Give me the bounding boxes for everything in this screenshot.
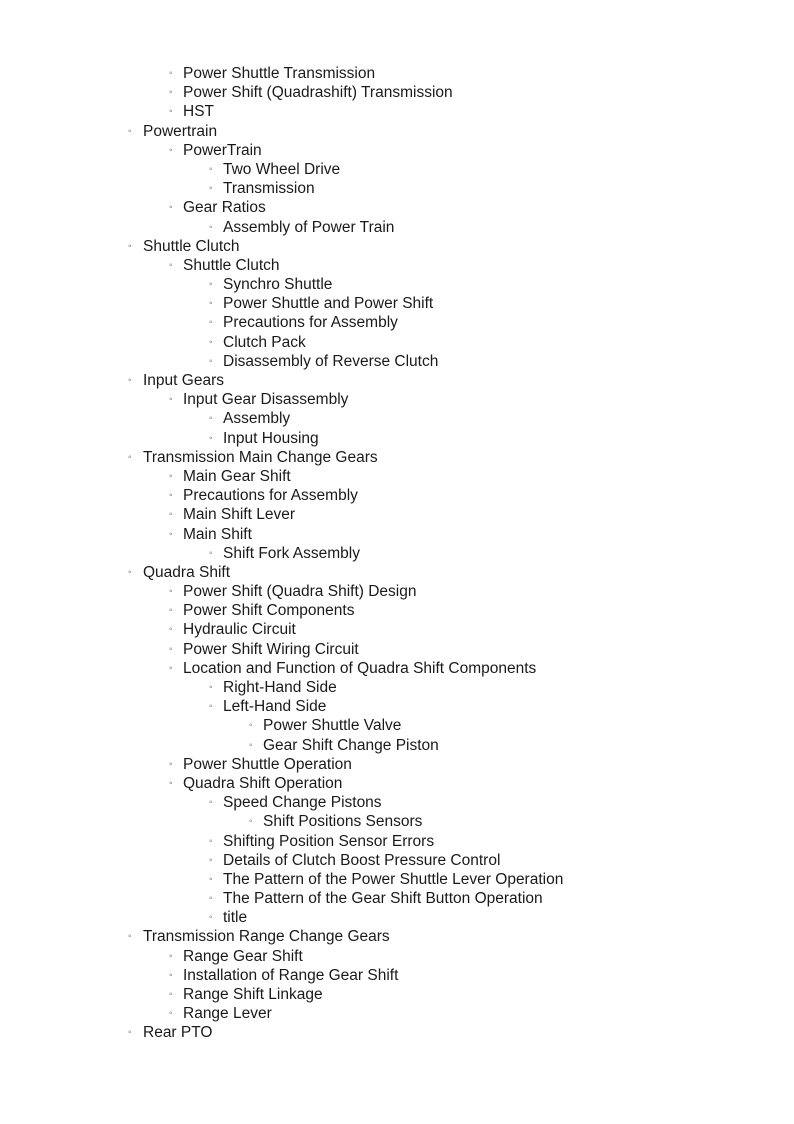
toc-item-label: Shuttle Clutch	[183, 256, 280, 274]
bullet-icon: ◦	[169, 259, 173, 271]
toc-item[interactable]	[0, 832, 794, 851]
toc-item-label: PowerTrain	[183, 141, 262, 159]
toc-item[interactable]	[0, 659, 794, 678]
toc-item-label: Power Shuttle Valve	[263, 717, 402, 735]
bullet-icon: ◦	[169, 202, 173, 214]
toc-item[interactable]	[0, 275, 794, 294]
bullet-icon: ◦	[209, 873, 213, 885]
toc-item[interactable]	[0, 870, 794, 889]
toc-item[interactable]	[0, 218, 794, 237]
toc-item[interactable]	[0, 313, 794, 332]
bullet-icon: ◦	[169, 989, 173, 1000]
toc-item[interactable]	[0, 927, 794, 946]
bullet-icon: ◦	[128, 375, 132, 386]
toc-item-label: Rear PTO	[143, 1024, 213, 1042]
toc-item-label: Shifting Position Sensor Errors	[223, 832, 435, 850]
toc-item[interactable]	[0, 371, 794, 390]
toc-item[interactable]	[0, 102, 794, 121]
bullet-icon: ◦	[169, 509, 173, 521]
toc-item-label: Range Lever	[183, 1005, 272, 1023]
toc-item[interactable]	[0, 198, 794, 217]
toc-item[interactable]	[0, 122, 794, 141]
bullet-icon: ◦	[209, 547, 213, 559]
toc-item-label: Transmission Range Change Gears	[143, 928, 390, 946]
bullet-icon: ◦	[169, 777, 173, 789]
bullet-icon: ◦	[249, 739, 253, 751]
bullet-icon: ◦	[209, 317, 213, 329]
bullet-icon: ◦	[209, 682, 213, 693]
toc-item-label: Gear Shift Change Piston	[263, 736, 439, 754]
toc-item-label: Clutch Pack	[223, 333, 306, 351]
toc-item[interactable]	[0, 467, 794, 486]
bullet-icon: ◦	[128, 1027, 132, 1039]
toc-item[interactable]	[0, 1023, 794, 1042]
bullet-icon: ◦	[128, 451, 132, 463]
toc-item[interactable]	[0, 966, 794, 985]
toc-item-label: Range Shift Linkage	[183, 986, 323, 1003]
toc-item-label: Power Shuttle Operation	[183, 755, 352, 773]
bullet-icon: ◦	[169, 68, 173, 79]
toc-item[interactable]	[0, 697, 794, 716]
toc-item-label: The Pattern of the Power Shuttle Lever Operation	[223, 870, 564, 888]
toc-item[interactable]	[0, 525, 794, 544]
toc-item[interactable]	[0, 409, 794, 428]
toc-item[interactable]	[0, 889, 794, 908]
bullet-icon: ◦	[169, 586, 173, 598]
toc-item[interactable]	[0, 294, 794, 313]
toc-item[interactable]	[0, 620, 794, 639]
toc-item[interactable]	[0, 582, 794, 601]
toc-item[interactable]	[0, 160, 794, 179]
toc-item[interactable]	[0, 1004, 794, 1023]
toc-item[interactable]	[0, 333, 794, 352]
bullet-icon: ◦	[169, 662, 173, 674]
toc-item-label: Powertrain	[143, 122, 218, 140]
toc-item-label: Speed Change Pistons	[223, 794, 382, 812]
bullet-icon: ◦	[169, 144, 173, 156]
toc-item-label: HST	[183, 103, 214, 121]
toc-item[interactable]	[0, 716, 794, 735]
toc-item[interactable]	[0, 601, 794, 620]
bullet-icon: ◦	[169, 470, 173, 482]
bullet-icon: ◦	[169, 605, 173, 617]
bullet-icon: ◦	[128, 566, 132, 578]
toc-item[interactable]	[0, 563, 794, 582]
toc-item-label: Gear Ratios	[183, 199, 266, 217]
toc-item-label: Quadra Shift	[143, 563, 231, 581]
toc-item[interactable]	[0, 83, 794, 102]
bullet-icon: ◦	[209, 163, 213, 175]
toc-item-label: Power Shuttle and Power Shift	[223, 295, 434, 313]
toc-item-label: Precautions for Assembly	[223, 314, 398, 332]
toc-item-label: Left-Hand Side	[223, 698, 327, 716]
toc-item-label: Power Shift Wiring Circuit	[183, 640, 359, 658]
bullet-icon: ◦	[209, 835, 213, 847]
toc-item-label: Location and Function of Quadra Shift Components	[183, 659, 537, 677]
bullet-icon: ◦	[209, 432, 213, 444]
bullet-icon: ◦	[209, 893, 213, 905]
toc-item[interactable]	[0, 256, 794, 275]
bullet-icon: ◦	[169, 87, 173, 99]
toc-item-label: Assembly of Power Train	[223, 218, 395, 236]
bullet-icon: ◦	[209, 854, 213, 866]
toc-item[interactable]	[0, 390, 794, 409]
toc-item-label: Installation of Range Gear Shift	[183, 966, 399, 984]
toc-item[interactable]	[0, 179, 794, 198]
toc-item-label: Input Gears	[143, 372, 224, 389]
bullet-icon: ◦	[128, 931, 132, 943]
toc-item[interactable]	[0, 736, 794, 755]
bullet-icon: ◦	[209, 413, 213, 425]
bullet-icon: ◦	[209, 912, 213, 924]
bullet-icon: ◦	[169, 969, 173, 981]
toc-item-label: Power Shuttle Transmission	[183, 65, 376, 82]
toc-item[interactable]	[0, 141, 794, 160]
toc-item-label: Shift Fork Assembly	[223, 544, 360, 562]
toc-item-label: The Pattern of the Gear Shift Button Operation	[223, 890, 543, 908]
toc-item[interactable]	[0, 64, 794, 83]
bullet-icon: ◦	[169, 1008, 173, 1020]
toc-item[interactable]	[0, 774, 794, 793]
toc-item-label: Shuttle Clutch	[143, 237, 240, 255]
bullet-icon: ◦	[169, 643, 173, 655]
toc-item[interactable]	[0, 544, 794, 563]
toc-item[interactable]	[0, 851, 794, 870]
bullet-icon: ◦	[128, 125, 132, 137]
toc-item[interactable]	[0, 429, 794, 448]
bullet-icon: ◦	[128, 240, 132, 252]
bullet-icon: ◦	[249, 816, 253, 828]
toc-item-label: Power Shift (Quadra Shift) Design	[183, 583, 417, 601]
toc-item-label: Right-Hand Side	[223, 679, 337, 696]
toc-item-label: Quadra Shift Operation	[183, 774, 343, 792]
toc-item[interactable]	[0, 486, 794, 505]
toc-item-label: Details of Clutch Boost Pressure Control	[223, 851, 501, 869]
toc-item-label: Transmission Main Change Gears	[143, 448, 378, 466]
bullet-icon: ◦	[169, 106, 173, 118]
toc-item-label: Range Gear Shift	[183, 947, 303, 965]
bullet-icon: ◦	[209, 298, 213, 310]
bullet-icon: ◦	[209, 701, 213, 713]
toc-item-label: Power Shift Components	[183, 602, 355, 620]
toc-item[interactable]	[0, 678, 794, 697]
toc-item[interactable]	[0, 812, 794, 831]
bullet-icon: ◦	[169, 950, 173, 962]
table-of-contents	[0, 64, 794, 1043]
bullet-icon: ◦	[169, 394, 173, 406]
bullet-icon: ◦	[209, 279, 213, 291]
toc-item-label: Main Shift Lever	[183, 506, 295, 524]
toc-item[interactable]	[0, 640, 794, 659]
toc-item[interactable]	[0, 448, 794, 467]
bullet-icon: ◦	[209, 336, 213, 348]
toc-item-label: Disassembly of Reverse Clutch	[223, 352, 439, 370]
toc-item[interactable]	[0, 985, 794, 1004]
toc-item-label: Main Gear Shift	[183, 467, 291, 485]
bullet-icon: ◦	[169, 490, 173, 502]
bullet-icon: ◦	[209, 797, 213, 809]
toc-item-label: Hydraulic Circuit	[183, 621, 296, 639]
toc-item-label: Input Housing	[223, 429, 319, 447]
bullet-icon: ◦	[169, 624, 173, 636]
toc-item[interactable]	[0, 755, 794, 774]
toc-item-label: Precautions for Assembly	[183, 487, 358, 505]
bullet-icon: ◦	[249, 720, 253, 732]
toc-item[interactable]	[0, 505, 794, 524]
toc-item-label: Main Shift	[183, 525, 252, 543]
bullet-icon: ◦	[169, 528, 173, 540]
bullet-icon: ◦	[209, 221, 213, 233]
toc-item[interactable]	[0, 793, 794, 812]
toc-item-label: Synchro Shuttle	[223, 276, 333, 294]
toc-item[interactable]	[0, 908, 794, 927]
toc-item-label: title	[223, 909, 248, 927]
bullet-icon: ◦	[209, 183, 213, 195]
bullet-icon: ◦	[209, 355, 213, 367]
toc-item-label: Input Gear Disassembly	[183, 391, 349, 409]
toc-item-label: Power Shift (Quadrashift) Transmission	[183, 84, 453, 102]
toc-item-label: Assembly	[223, 410, 291, 428]
toc-item-label: Shift Positions Sensors	[263, 813, 423, 831]
toc-item[interactable]	[0, 237, 794, 256]
toc-item[interactable]	[0, 352, 794, 371]
toc-item[interactable]	[0, 947, 794, 966]
toc-item-label: Two Wheel Drive	[223, 160, 341, 178]
bullet-icon: ◦	[169, 758, 173, 770]
toc-item-label: Transmission	[223, 180, 315, 198]
